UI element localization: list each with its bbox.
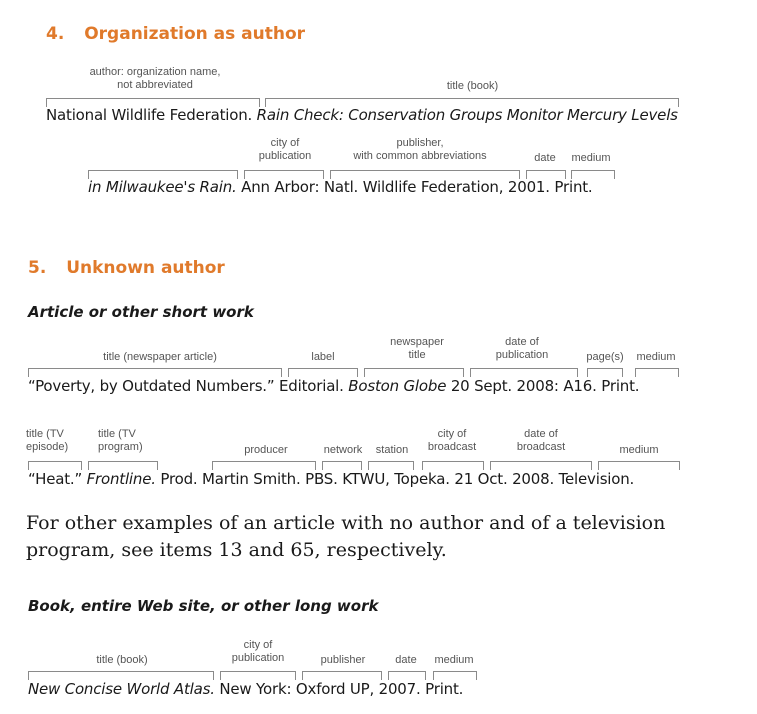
bracket-city-broadcast bbox=[422, 461, 484, 470]
section-4-title: Organization as author bbox=[84, 24, 306, 44]
cite-medium: Print. bbox=[554, 178, 593, 196]
bracket-date-broadcast bbox=[490, 461, 592, 470]
label-tv-program: title (TV program) bbox=[98, 428, 143, 453]
cite-episode: “Heat.” bbox=[28, 470, 83, 488]
cite-article-date: 20 Sept. 2008: bbox=[450, 377, 559, 395]
label-publisher: publisher, with common abbreviations bbox=[353, 137, 487, 162]
section-4-heading bbox=[46, 24, 305, 44]
label-book-medium: medium bbox=[434, 654, 474, 666]
bracket-book-title bbox=[28, 671, 214, 680]
label-book-title: title (book) bbox=[96, 654, 148, 666]
cite-pages: A16. bbox=[563, 377, 597, 395]
bracket-newspaper bbox=[364, 368, 464, 377]
cite-station: KTWU, bbox=[342, 470, 390, 488]
citation-book bbox=[28, 680, 463, 698]
cite-date: 2001. bbox=[507, 178, 550, 196]
bracket-station bbox=[368, 461, 414, 470]
bracket-pages bbox=[587, 368, 623, 377]
section-5-number: 5. bbox=[28, 258, 47, 278]
bracket-book-date bbox=[388, 671, 426, 680]
label-producer: producer bbox=[244, 444, 288, 456]
cite-book-date: 2007. bbox=[378, 680, 421, 698]
label-author-org: author: organization name, not abbreviated bbox=[89, 66, 221, 91]
label-city-broadcast: city of broadcast bbox=[427, 428, 477, 453]
cite-publisher: Natl. Wildlife Federation, bbox=[323, 178, 504, 196]
cite-tv-date: 21 Oct. 2008. bbox=[454, 470, 555, 488]
label-medium: medium bbox=[571, 152, 611, 164]
citation-article bbox=[28, 377, 639, 395]
citation-line-2 bbox=[88, 178, 593, 196]
cite-city: Ann Arbor: bbox=[241, 178, 320, 196]
subheading-long-work: Book, entire Web site, or other long work bbox=[28, 597, 379, 615]
bracket-book-city bbox=[220, 671, 296, 680]
cite-article-medium: Print. bbox=[601, 377, 640, 395]
citation-line-1 bbox=[46, 106, 678, 124]
bracket-network bbox=[322, 461, 362, 470]
cite-book-medium: Print. bbox=[425, 680, 464, 698]
label-book-publisher: publisher bbox=[320, 654, 366, 666]
cite-city-broadcast: Topeka. bbox=[394, 470, 450, 488]
bracket-article-date bbox=[470, 368, 578, 377]
bracket-tv-episode bbox=[28, 461, 82, 470]
cite-tv-medium: Television. bbox=[558, 470, 635, 488]
label-article-title: title (newspaper article) bbox=[103, 351, 217, 363]
label-city: city of publication bbox=[258, 137, 312, 162]
subheading-short-work: Article or other short work bbox=[28, 303, 254, 321]
cite-producer: Prod. Martin Smith. bbox=[160, 470, 301, 488]
section-5-heading bbox=[28, 258, 225, 278]
cite-author: National Wildlife Federation. bbox=[46, 106, 253, 124]
bracket-producer bbox=[212, 461, 316, 470]
label-book-city: city of publication bbox=[231, 639, 285, 664]
bracket-tv-program bbox=[88, 461, 158, 470]
cite-article-label: Editorial. bbox=[279, 377, 344, 395]
bracket-article-label bbox=[288, 368, 358, 377]
label-title-book: title (book) bbox=[446, 80, 499, 92]
citation-tv bbox=[28, 470, 634, 488]
section-5-title: Unknown author bbox=[66, 258, 225, 278]
label-book-date: date bbox=[395, 654, 417, 666]
label-date: date bbox=[534, 152, 556, 164]
cite-article-title: “Poverty, by Outdated Numbers.” bbox=[28, 377, 275, 395]
label-article-medium: medium bbox=[636, 351, 676, 363]
label-network: network bbox=[323, 444, 363, 456]
label-station: station bbox=[375, 444, 409, 456]
explanatory-paragraph: For other examples of an article with no author and of a television program, see items 13 and 65, respectively. bbox=[26, 512, 666, 561]
label-newspaper-title: newspaper title bbox=[390, 336, 444, 361]
cite-program: Frontline. bbox=[86, 470, 156, 488]
cite-book-title: New Concise World Atlas. bbox=[28, 680, 215, 698]
cite-network: PBS. bbox=[305, 470, 338, 488]
cite-book-city: New York: bbox=[219, 680, 292, 698]
bracket-article-title bbox=[28, 368, 282, 377]
label-pages: page(s) bbox=[586, 351, 624, 363]
cite-title-cont: in Milwaukee's Rain. bbox=[88, 178, 237, 196]
cite-title: Rain Check: Conservation Groups Monitor Mercury Levels bbox=[256, 106, 678, 124]
label-date-broadcast: date of broadcast bbox=[516, 428, 566, 453]
bracket-tv-medium bbox=[598, 461, 680, 470]
cite-book-publisher: Oxford UP, bbox=[295, 680, 375, 698]
label-article-label: label bbox=[311, 351, 335, 363]
bracket-book-medium bbox=[433, 671, 477, 680]
label-tv-medium: medium bbox=[619, 444, 659, 456]
section-4-number: 4. bbox=[46, 24, 65, 44]
label-article-date: date of publication bbox=[495, 336, 549, 361]
bracket-book-publisher bbox=[302, 671, 382, 680]
cite-newspaper: Boston Globe bbox=[348, 377, 447, 395]
bracket-article-medium bbox=[635, 368, 679, 377]
label-tv-episode: title (TV episode) bbox=[26, 428, 69, 453]
